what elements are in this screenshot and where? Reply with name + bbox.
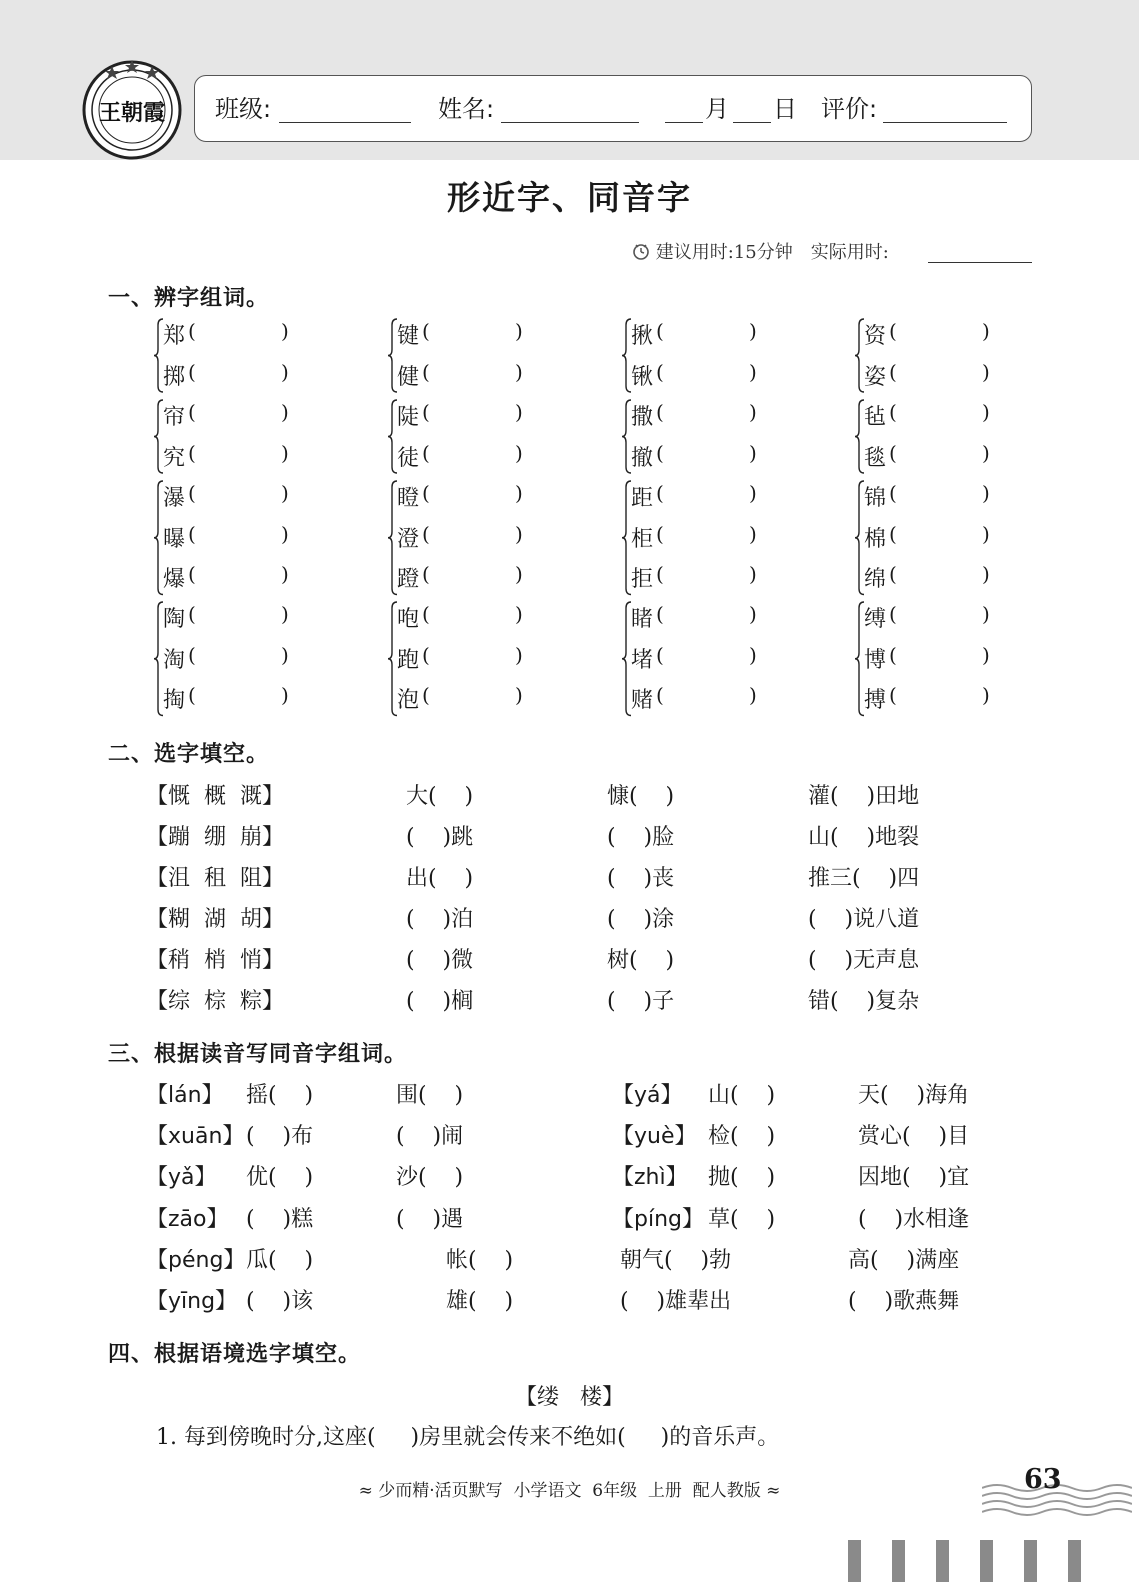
- choice-options: 【综 棕 粽】: [146, 989, 284, 1014]
- paren-open: (: [656, 602, 664, 626]
- time-note: [632, 238, 889, 264]
- character: 拒: [631, 567, 654, 592]
- paren-close: ): [281, 481, 289, 505]
- svg-text:王朝霞: 王朝霞: [98, 100, 166, 126]
- fill-blank-item[interactable]: 沙( ): [396, 1165, 464, 1190]
- paren-open: (: [889, 359, 897, 384]
- paren-open: (: [422, 521, 430, 546]
- paren-open: (: [656, 521, 664, 546]
- word-item[interactable]: [163, 518, 293, 558]
- paren-open: (: [889, 481, 897, 505]
- fill-blank-item[interactable]: ( )该: [246, 1289, 314, 1314]
- character: 棉: [864, 526, 887, 552]
- paren-open: (: [188, 319, 196, 343]
- paren-close: ): [982, 319, 990, 343]
- paren-close: ): [749, 642, 757, 667]
- paren-open: (: [188, 521, 196, 546]
- word-item[interactable]: [864, 356, 994, 396]
- word-item[interactable]: [397, 679, 527, 719]
- fill-blank-item[interactable]: ( )榈: [406, 989, 474, 1014]
- fill-blank-item[interactable]: 赏心( )目: [858, 1124, 970, 1149]
- paren-open: (: [422, 400, 430, 424]
- word-item[interactable]: [397, 518, 527, 558]
- character: 绵: [864, 567, 887, 592]
- choice-options: 【慨 概 溉】: [146, 784, 284, 809]
- character: 瀑: [163, 486, 186, 511]
- character: 赌: [631, 688, 654, 713]
- paren-close: ): [515, 521, 523, 546]
- day-field[interactable]: [733, 122, 771, 123]
- word-item[interactable]: [631, 679, 761, 719]
- paren-close: ): [281, 359, 289, 384]
- rating-label: 评价:: [821, 95, 878, 123]
- paren-close: ): [515, 359, 523, 384]
- paren-close: ): [749, 481, 757, 505]
- pinyin-label: 【lán】: [146, 1083, 224, 1108]
- paren-close: ): [982, 642, 990, 667]
- fill-blank-item[interactable]: 灌( )田地: [808, 784, 920, 809]
- paren-open: (: [422, 481, 430, 505]
- word-item[interactable]: [163, 315, 293, 355]
- seal-logo-icon: [80, 58, 184, 162]
- character: 郑: [163, 324, 186, 349]
- paren-open: (: [188, 400, 196, 424]
- paren-open: (: [188, 602, 196, 626]
- choice-options: 【糊 湖 胡】: [146, 907, 284, 932]
- word-item[interactable]: [397, 437, 527, 477]
- paren-open: (: [889, 400, 897, 424]
- fill-blank-item[interactable]: ( )雄辈出: [620, 1289, 732, 1314]
- word-item[interactable]: [631, 356, 761, 396]
- fill-blank-item[interactable]: ( )糕: [246, 1207, 314, 1232]
- fill-blank-item[interactable]: 雄( ): [446, 1289, 514, 1314]
- word-item[interactable]: [163, 356, 293, 396]
- fill-blank-item[interactable]: 优( ): [246, 1165, 314, 1190]
- paren-open: (: [656, 683, 664, 707]
- paren-open: (: [656, 400, 664, 424]
- character: 掏: [163, 688, 186, 713]
- word-item[interactable]: [163, 639, 293, 679]
- word-item[interactable]: [631, 315, 761, 355]
- rating-field[interactable]: [883, 122, 1007, 123]
- fill-blank-item[interactable]: 因地( )宜: [858, 1165, 970, 1190]
- fill-blank-item[interactable]: ( )说八道: [808, 907, 920, 932]
- paren-open: (: [188, 440, 196, 465]
- paren-close: ): [982, 602, 990, 626]
- fill-blank-item[interactable]: 慷( ): [607, 784, 675, 809]
- fill-blank-item[interactable]: ( )脸: [607, 825, 675, 850]
- character: 帘: [163, 405, 186, 430]
- paren-close: ): [749, 319, 757, 343]
- fill-blank-item[interactable]: ( )无声息: [808, 948, 920, 973]
- fill-blank-item[interactable]: 瓜( ): [246, 1248, 314, 1273]
- fill-blank-item[interactable]: 大( ): [406, 784, 474, 809]
- character: 爆: [163, 567, 186, 592]
- paren-open: (: [656, 481, 664, 505]
- month-label: 月: [705, 95, 729, 123]
- paren-close: ): [982, 521, 990, 546]
- word-item[interactable]: [163, 598, 293, 638]
- fill-blank-item[interactable]: 高( )满座: [848, 1248, 960, 1273]
- paren-open: (: [889, 319, 897, 343]
- fill-blank-item[interactable]: ( )闹: [396, 1124, 464, 1149]
- paren-open: (: [422, 642, 430, 667]
- word-item[interactable]: [631, 518, 761, 558]
- pinyin-label: 【zhì】: [612, 1165, 688, 1190]
- fill-blank-item[interactable]: ( )子: [607, 989, 675, 1014]
- character: 健: [397, 364, 420, 390]
- paren-open: (: [188, 642, 196, 667]
- word-item[interactable]: [397, 315, 527, 355]
- character: 资: [864, 324, 887, 349]
- fill-blank-item[interactable]: 错( )复杂: [808, 989, 920, 1014]
- character: 距: [631, 486, 654, 511]
- suggested-time: 建议用时:15分钟: [655, 242, 793, 263]
- word-item[interactable]: [397, 558, 527, 598]
- page-title: 形近字、同音字: [447, 178, 692, 217]
- actual-time-label: 实际用时:: [810, 242, 889, 263]
- character: 泡: [397, 688, 420, 713]
- paren-close: ): [281, 562, 289, 586]
- paren-open: (: [656, 319, 664, 343]
- character: 锹: [631, 364, 654, 390]
- paren-open: (: [188, 562, 196, 586]
- section-3-title: 三、根据读音写同音字组词。: [108, 1042, 408, 1067]
- character: 撒: [631, 405, 654, 430]
- paren-open: (: [188, 683, 196, 707]
- fill-blank-item[interactable]: 树( ): [607, 948, 675, 973]
- paren-close: ): [982, 359, 990, 384]
- character: 陶: [163, 607, 186, 632]
- paren-close: ): [982, 400, 990, 424]
- section-2-title: 二、选字填空。: [108, 742, 270, 767]
- character: 缚: [864, 607, 887, 632]
- word-item[interactable]: [163, 477, 293, 517]
- footer-text: ≈ 少而精·活页默写 小学语文 6年级 上册 配人教版 ≈: [358, 1481, 781, 1501]
- paren-open: (: [889, 602, 897, 626]
- fill-blank-item[interactable]: ( )布: [246, 1124, 314, 1149]
- character: 博: [864, 647, 887, 673]
- word-item[interactable]: [397, 396, 527, 436]
- character: 毯: [864, 445, 887, 471]
- fill-blank-item[interactable]: 草( ): [708, 1207, 776, 1232]
- paren-open: (: [422, 683, 430, 707]
- section-4-options: 【缕 楼】: [515, 1385, 624, 1410]
- edge-tabs-decoration: [848, 1540, 1098, 1582]
- fill-blank-item[interactable]: ( )水相逢: [858, 1207, 970, 1232]
- paren-open: (: [422, 602, 430, 626]
- fill-blank-item[interactable]: ( )丧: [607, 866, 675, 891]
- paren-open: (: [889, 440, 897, 465]
- word-item[interactable]: [864, 315, 994, 355]
- pinyin-label: 【xuān】: [146, 1124, 245, 1149]
- paren-open: (: [656, 642, 664, 667]
- character: 究: [163, 445, 186, 471]
- word-item[interactable]: [163, 437, 293, 477]
- fill-blank-item[interactable]: 山( )地裂: [808, 825, 920, 850]
- word-item[interactable]: [163, 558, 293, 598]
- pinyin-label: 【yǎ】: [146, 1165, 217, 1190]
- word-item[interactable]: [397, 477, 527, 517]
- word-item[interactable]: [864, 598, 994, 638]
- word-item[interactable]: [631, 477, 761, 517]
- word-item[interactable]: [864, 679, 994, 719]
- paren-close: ): [515, 440, 523, 465]
- word-item[interactable]: [631, 598, 761, 638]
- fill-blank-item[interactable]: 出( ): [406, 866, 474, 891]
- paren-open: (: [889, 521, 897, 546]
- pinyin-label: 【yīng】: [146, 1289, 238, 1314]
- section-4-title: 四、根据语境选字填空。: [108, 1342, 362, 1367]
- word-item[interactable]: [864, 639, 994, 679]
- fill-blank-item[interactable]: ( )遇: [396, 1207, 464, 1232]
- pinyin-label: 【yuè】: [612, 1124, 697, 1149]
- word-item[interactable]: [397, 639, 527, 679]
- paren-open: (: [656, 440, 664, 465]
- fill-blank-item[interactable]: ( )跳: [406, 825, 474, 850]
- paren-close: ): [281, 642, 289, 667]
- actual-time-field[interactable]: [928, 262, 1032, 263]
- section-4-sentence: 1. 每到傍晚时分,这座( )房里就会传来不绝如( )的音乐声。: [156, 1425, 780, 1450]
- character: 陡: [397, 405, 420, 430]
- paren-open: (: [422, 359, 430, 384]
- word-item[interactable]: [163, 396, 293, 436]
- character: 掷: [163, 364, 186, 390]
- name-label: 姓名:: [438, 95, 495, 123]
- word-item[interactable]: [397, 356, 527, 396]
- fill-blank-item[interactable]: 山( ): [708, 1083, 776, 1108]
- fill-blank-item[interactable]: 天( )海角: [858, 1083, 970, 1108]
- paren-close: ): [515, 683, 523, 707]
- fill-blank-item[interactable]: 摇( ): [246, 1083, 314, 1108]
- paren-open: (: [889, 683, 897, 707]
- paren-close: ): [749, 683, 757, 707]
- fill-blank-item[interactable]: 帐( ): [446, 1248, 514, 1273]
- word-item[interactable]: [631, 437, 761, 477]
- paren-open: (: [422, 562, 430, 586]
- choice-options: 【沮 租 阻】: [146, 866, 284, 891]
- paren-close: ): [982, 683, 990, 707]
- paren-close: ): [281, 683, 289, 707]
- character: 搏: [864, 688, 887, 713]
- paren-open: (: [188, 481, 196, 505]
- clock-icon: [632, 242, 650, 260]
- paren-close: ): [281, 602, 289, 626]
- character: 澄: [397, 526, 420, 552]
- paren-close: ): [749, 440, 757, 465]
- paren-close: ): [749, 521, 757, 546]
- paren-close: ): [515, 400, 523, 424]
- pinyin-label: 【píng】: [612, 1207, 704, 1232]
- fill-blank-item[interactable]: 推三( )四: [808, 866, 920, 891]
- paren-close: ): [982, 562, 990, 586]
- character: 睹: [631, 607, 654, 632]
- choice-options: 【稍 梢 悄】: [146, 948, 284, 973]
- fill-blank-item[interactable]: 抛( ): [708, 1165, 776, 1190]
- month-field[interactable]: [665, 122, 703, 123]
- paren-close: ): [982, 481, 990, 505]
- class-label: 班级:: [215, 95, 272, 123]
- paren-open: (: [889, 562, 897, 586]
- paren-close: ): [515, 481, 523, 505]
- student-info-box: [194, 75, 1032, 142]
- paren-open: (: [656, 562, 664, 586]
- paren-close: ): [281, 400, 289, 424]
- word-item[interactable]: [864, 558, 994, 598]
- paren-close: ): [749, 562, 757, 586]
- word-item[interactable]: [864, 396, 994, 436]
- paren-close: ): [515, 319, 523, 343]
- fill-blank-item[interactable]: 朝气( )勃: [620, 1248, 732, 1273]
- paren-open: (: [188, 359, 196, 384]
- character: 姿: [864, 364, 887, 390]
- word-item[interactable]: [631, 396, 761, 436]
- word-item[interactable]: [631, 558, 761, 598]
- paren-close: ): [515, 562, 523, 586]
- character: 瞪: [397, 486, 420, 511]
- character: 蹬: [397, 567, 420, 592]
- character: 揪: [631, 324, 654, 349]
- paren-close: ): [749, 400, 757, 424]
- paren-close: ): [281, 521, 289, 546]
- paren-open: (: [422, 319, 430, 343]
- character: 跑: [397, 647, 420, 673]
- character: 堵: [631, 647, 654, 673]
- character: 键: [397, 324, 420, 349]
- word-item[interactable]: [864, 437, 994, 477]
- paren-close: ): [982, 440, 990, 465]
- fill-blank-item[interactable]: ( )微: [406, 948, 474, 973]
- pinyin-label: 【péng】: [146, 1248, 246, 1273]
- class-field[interactable]: [279, 122, 411, 123]
- fill-blank-item[interactable]: 检( ): [708, 1124, 776, 1149]
- section-1-title: 一、辨字组词。: [108, 286, 270, 311]
- paren-open: (: [422, 440, 430, 465]
- name-field[interactable]: [501, 122, 639, 123]
- word-item[interactable]: [163, 679, 293, 719]
- character: 柜: [631, 526, 654, 552]
- paren-open: (: [889, 642, 897, 667]
- word-item[interactable]: [631, 639, 761, 679]
- character: 徒: [397, 445, 420, 471]
- fill-blank-item[interactable]: 围( ): [396, 1083, 464, 1108]
- character: 撤: [631, 445, 654, 471]
- character: 毡: [864, 405, 887, 430]
- word-item[interactable]: [864, 518, 994, 558]
- paren-close: ): [281, 319, 289, 343]
- fill-blank-item[interactable]: ( )泊: [406, 907, 474, 932]
- character: 曝: [163, 526, 186, 552]
- fill-blank-item[interactable]: ( )歌燕舞: [848, 1289, 960, 1314]
- paren-close: ): [281, 440, 289, 465]
- word-item[interactable]: [864, 477, 994, 517]
- character: 淘: [163, 647, 186, 673]
- paren-close: ): [749, 602, 757, 626]
- pinyin-label: 【zāo】: [146, 1207, 229, 1232]
- day-label: 日: [773, 95, 797, 123]
- word-item[interactable]: [397, 598, 527, 638]
- paren-close: ): [515, 642, 523, 667]
- pinyin-label: 【yá】: [612, 1083, 683, 1108]
- choice-options: 【蹦 绷 崩】: [146, 825, 284, 850]
- page-number: 63: [1024, 1464, 1062, 1495]
- character: 咆: [397, 607, 420, 632]
- paren-close: ): [749, 359, 757, 384]
- paren-open: (: [656, 359, 664, 384]
- fill-blank-item[interactable]: ( )涂: [607, 907, 675, 932]
- character: 锦: [864, 486, 887, 511]
- paren-close: ): [515, 602, 523, 626]
